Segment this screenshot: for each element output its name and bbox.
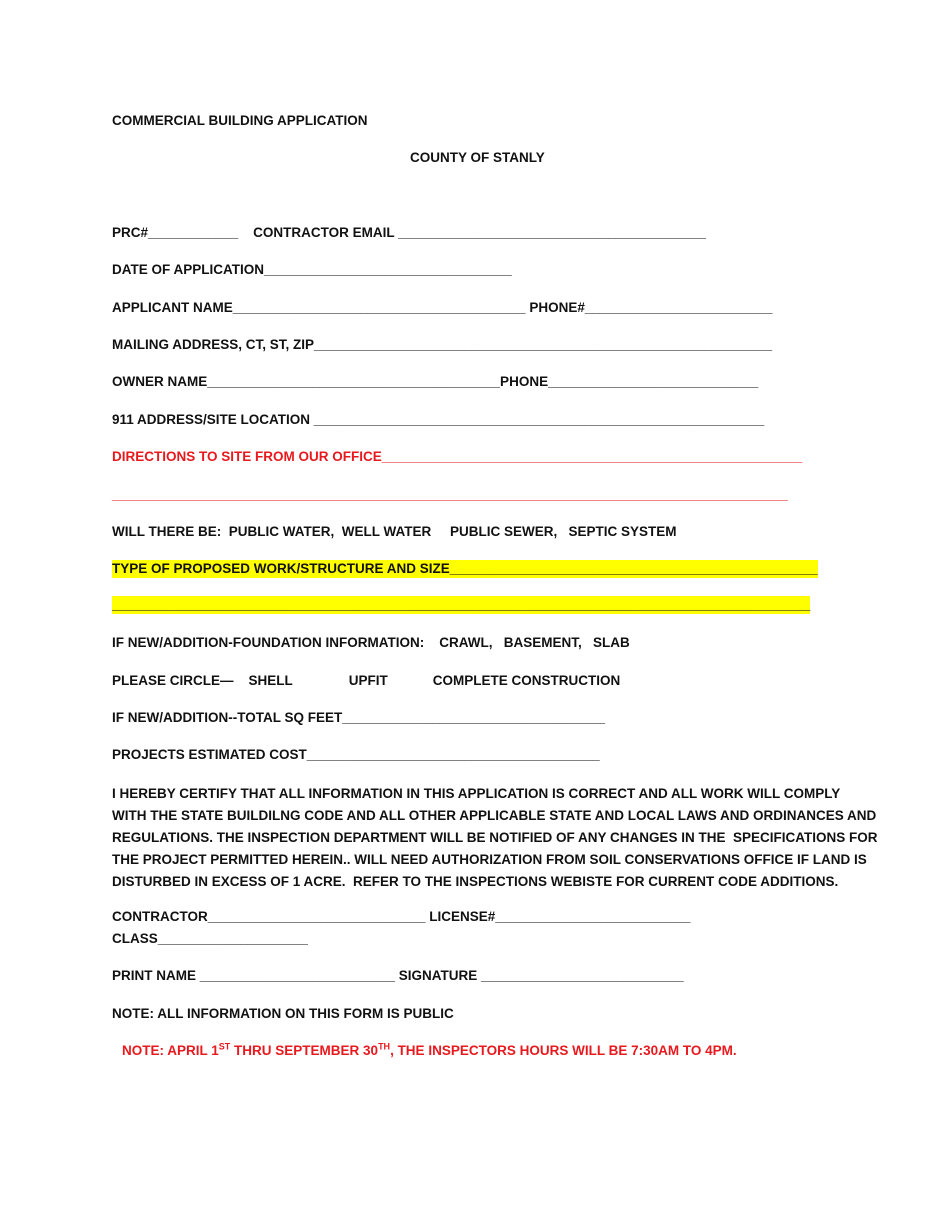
class-field[interactable]: CLASS____________________ <box>112 931 308 946</box>
contractor-license-field[interactable]: CONTRACTOR_____________________________ LICENSE#__________________________ <box>112 909 691 924</box>
directions-field[interactable]: DIRECTIONS TO SITE FROM OUR OFFICE________________________________________________________ <box>112 449 803 464</box>
certification-line: THE PROJECT PERMITTED HEREIN.. WILL NEED AUTHORIZATION FROM SOIL CONSERVATIONS OFFICE IF LAND IS <box>112 852 867 867</box>
certification-line: DISTURBED IN EXCESS OF 1 ACRE. REFER TO THE INSPECTIONS WEBISTE FOR CURRENT CODE ADDITIONS. <box>112 874 839 889</box>
certification-line: I HEREBY CERTIFY THAT ALL INFORMATION IN THIS APPLICATION IS CORRECT AND ALL WORK WILL COMPLY <box>112 786 841 801</box>
work-type-field[interactable]: TYPE OF PROPOSED WORK/STRUCTURE AND SIZE_________________________________________________ <box>112 561 818 576</box>
total-sq-feet-field[interactable]: IF NEW/ADDITION--TOTAL SQ FEET___________________________________ <box>112 710 606 725</box>
owner-phone-field[interactable]: OWNER NAME_______________________________________PHONE____________________________ <box>112 374 759 389</box>
date-of-application-field[interactable]: DATE OF APPLICATION_________________________________ <box>112 262 512 277</box>
county-heading: COUNTY OF STANLY <box>410 150 545 165</box>
estimated-cost-field[interactable]: PROJECTS ESTIMATED COST_______________________________________ <box>112 747 600 762</box>
print-name-signature-field[interactable]: PRINT NAME __________________________ SIGNATURE ___________________________ <box>112 968 684 983</box>
please-circle-options: PLEASE CIRCLE— SHELL UPFIT COMPLETE CONSTRUCTION <box>112 673 621 688</box>
public-info-note: NOTE: ALL INFORMATION ON THIS FORM IS PUBLIC <box>112 1006 454 1021</box>
prc-email-field[interactable]: PRC#____________ CONTRACTOR EMAIL _________________________________________ <box>112 225 706 240</box>
work-type-line-2[interactable]: _____________________________________________________________________________________________ <box>112 597 811 612</box>
inspector-hours-note: NOTE: APRIL 1ST THRU SEPTEMBER 30TH, THE INSPECTORS HOURS WILL BE 7:30AM TO 4PM. <box>122 1041 737 1058</box>
certification-line: WITH THE STATE BUILDILNG CODE AND ALL OTHER APPLICABLE STATE AND LOCAL LAWS AND ORDINANCES AND <box>112 808 877 823</box>
mailing-address-field[interactable]: MAILING ADDRESS, CT, ST, ZIP_____________________________________________________________ <box>112 337 773 352</box>
site-location-field[interactable]: 911 ADDRESS/SITE LOCATION ____________________________________________________________ <box>112 412 765 427</box>
foundation-info: IF NEW/ADDITION-FOUNDATION INFORMATION: CRAWL, BASEMENT, SLAB <box>112 635 630 650</box>
applicant-phone-field[interactable]: APPLICANT NAME_______________________________________ PHONE#_________________________ <box>112 300 773 315</box>
certification-paragraph <box>112 783 878 893</box>
utilities-question: WILL THERE BE: PUBLIC WATER, WELL WATER PUBLIC SEWER, SEPTIC SYSTEM <box>112 524 677 539</box>
form-title: COMMERCIAL BUILDING APPLICATION <box>112 113 368 128</box>
certification-line: REGULATIONS. THE INSPECTION DEPARTMENT WILL BE NOTIFIED OF ANY CHANGES IN THE SPECIFICATIONS FOR <box>112 830 878 845</box>
directions-line-2[interactable]: __________________________________________________________________________________________ <box>112 487 788 502</box>
